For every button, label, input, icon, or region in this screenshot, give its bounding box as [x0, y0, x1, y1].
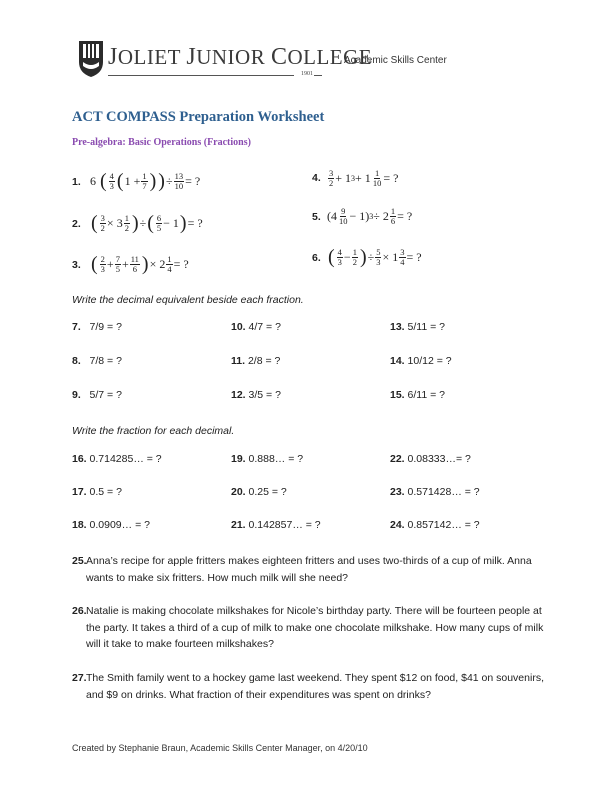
- problem-4-expression: $\frac{3}{2}$ + 1 3 + 1 $\frac{1}{10}$ = ?: [329, 167, 399, 188]
- word-problem: 26. Natalie is making chocolate milkshakes for Nicole’s birthday party. There will be fourteen people at the party. It takes a third of a cup of milk to make one chocolate milkshake. How many cups of milk will it take to make fourteen milkshakes?: [72, 605, 544, 650]
- problem-number: 5.: [312, 211, 321, 223]
- list-item: 18. 0.0909… = ?: [72, 519, 150, 531]
- logo-year-rule: [108, 71, 320, 79]
- list-item: 23. 0.571428… = ?: [390, 486, 480, 498]
- problem-number: 1.: [72, 176, 81, 188]
- page-title: ACT COMPASS Preparation Worksheet: [72, 109, 325, 125]
- list-item: 10. 4/7 = ?: [231, 321, 281, 333]
- problem-number: 6.: [312, 252, 321, 264]
- list-item: 19. 0.888… = ?: [231, 453, 304, 465]
- word-problem: 27. The Smith family went to a hockey game last weekend. They spent $12 on food, $41 on souvenirs, and $9 on drinks. What fraction of their expenditures was spent on drinks?: [72, 672, 544, 701]
- problem-5-expression: (4 $\frac{9}{10}$ − 1) 3 ÷ 2 $\frac{1}{6}$ = ?: [327, 205, 413, 226]
- problem-number: 2.: [72, 218, 81, 230]
- page-subtitle: Pre-algebra: Basic Operations (Fractions): [72, 137, 251, 148]
- list-item: 7. 7/9 = ?: [72, 321, 122, 333]
- list-item: 13. 5/11 = ?: [390, 321, 445, 333]
- problem-3-expression: ( $\frac{2}{3}$ + $\frac{7}{5}$ + $\frac{11}{6}$ ) × 2 $\frac{1}{4}$ = ?: [91, 253, 189, 275]
- logo-year: 1901: [301, 71, 313, 77]
- list-item: 9. 5/7 = ?: [72, 389, 122, 401]
- list-item: 12. 3/5 = ?: [231, 389, 281, 401]
- college-name-logo: JOLIET JUNIOR COLLEGE: [108, 44, 373, 70]
- college-logo-icon: [78, 40, 104, 78]
- instruction-fraction: Write the fraction for each decimal.: [72, 425, 235, 437]
- list-item: 11. 2/8 = ?: [231, 355, 281, 367]
- problem-6-expression: ( $\frac{4}{3}$ − $\frac{1}{2}$ ) ÷ $\frac{5}{3}$ × 1 $\frac{3}{4}$ = ?: [328, 246, 422, 268]
- center-name: Academic Skills Center: [344, 55, 447, 66]
- word-problem: 25. Anna’s recipe for apple fritters makes eighteen fritters and uses two-thirds of a cup of milk. Anna wants to make six fritters. How much milk will she need?: [72, 555, 532, 584]
- list-item: 24. 0.857142… = ?: [390, 519, 480, 531]
- list-item: 16. 0.714285… = ?: [72, 453, 162, 465]
- problem-1-expression: 6 ( $\frac{4}{3}$ ( 1 + $\frac{1}{7}$ ) ) ÷ $\frac{13}{10}$ = ?: [90, 170, 201, 192]
- footer-credit: Created by Stephanie Braun, Academic Skills Center Manager, on 4/20/10: [72, 743, 368, 753]
- list-item: 15. 6/11 = ?: [390, 389, 445, 401]
- problem-number: 3.: [72, 259, 81, 271]
- instruction-decimal: Write the decimal equivalent beside each fraction.: [72, 294, 304, 306]
- list-item: 14. 10/12 = ?: [390, 355, 452, 367]
- list-item: 8. 7/8 = ?: [72, 355, 122, 367]
- list-item: 21. 0.142857… = ?: [231, 519, 321, 531]
- list-item: 20. 0.25 = ?: [231, 486, 287, 498]
- problem-number: 4.: [312, 172, 321, 184]
- problem-2-expression: ( $\frac{3}{2}$ × 3 $\frac{1}{2}$ ) ÷ ( $\frac{6}{5}$ − 1 ) = ?: [91, 212, 203, 234]
- list-item: 17. 0.5 = ?: [72, 486, 122, 498]
- list-item: 22. 0.08333…= ?: [390, 453, 471, 465]
